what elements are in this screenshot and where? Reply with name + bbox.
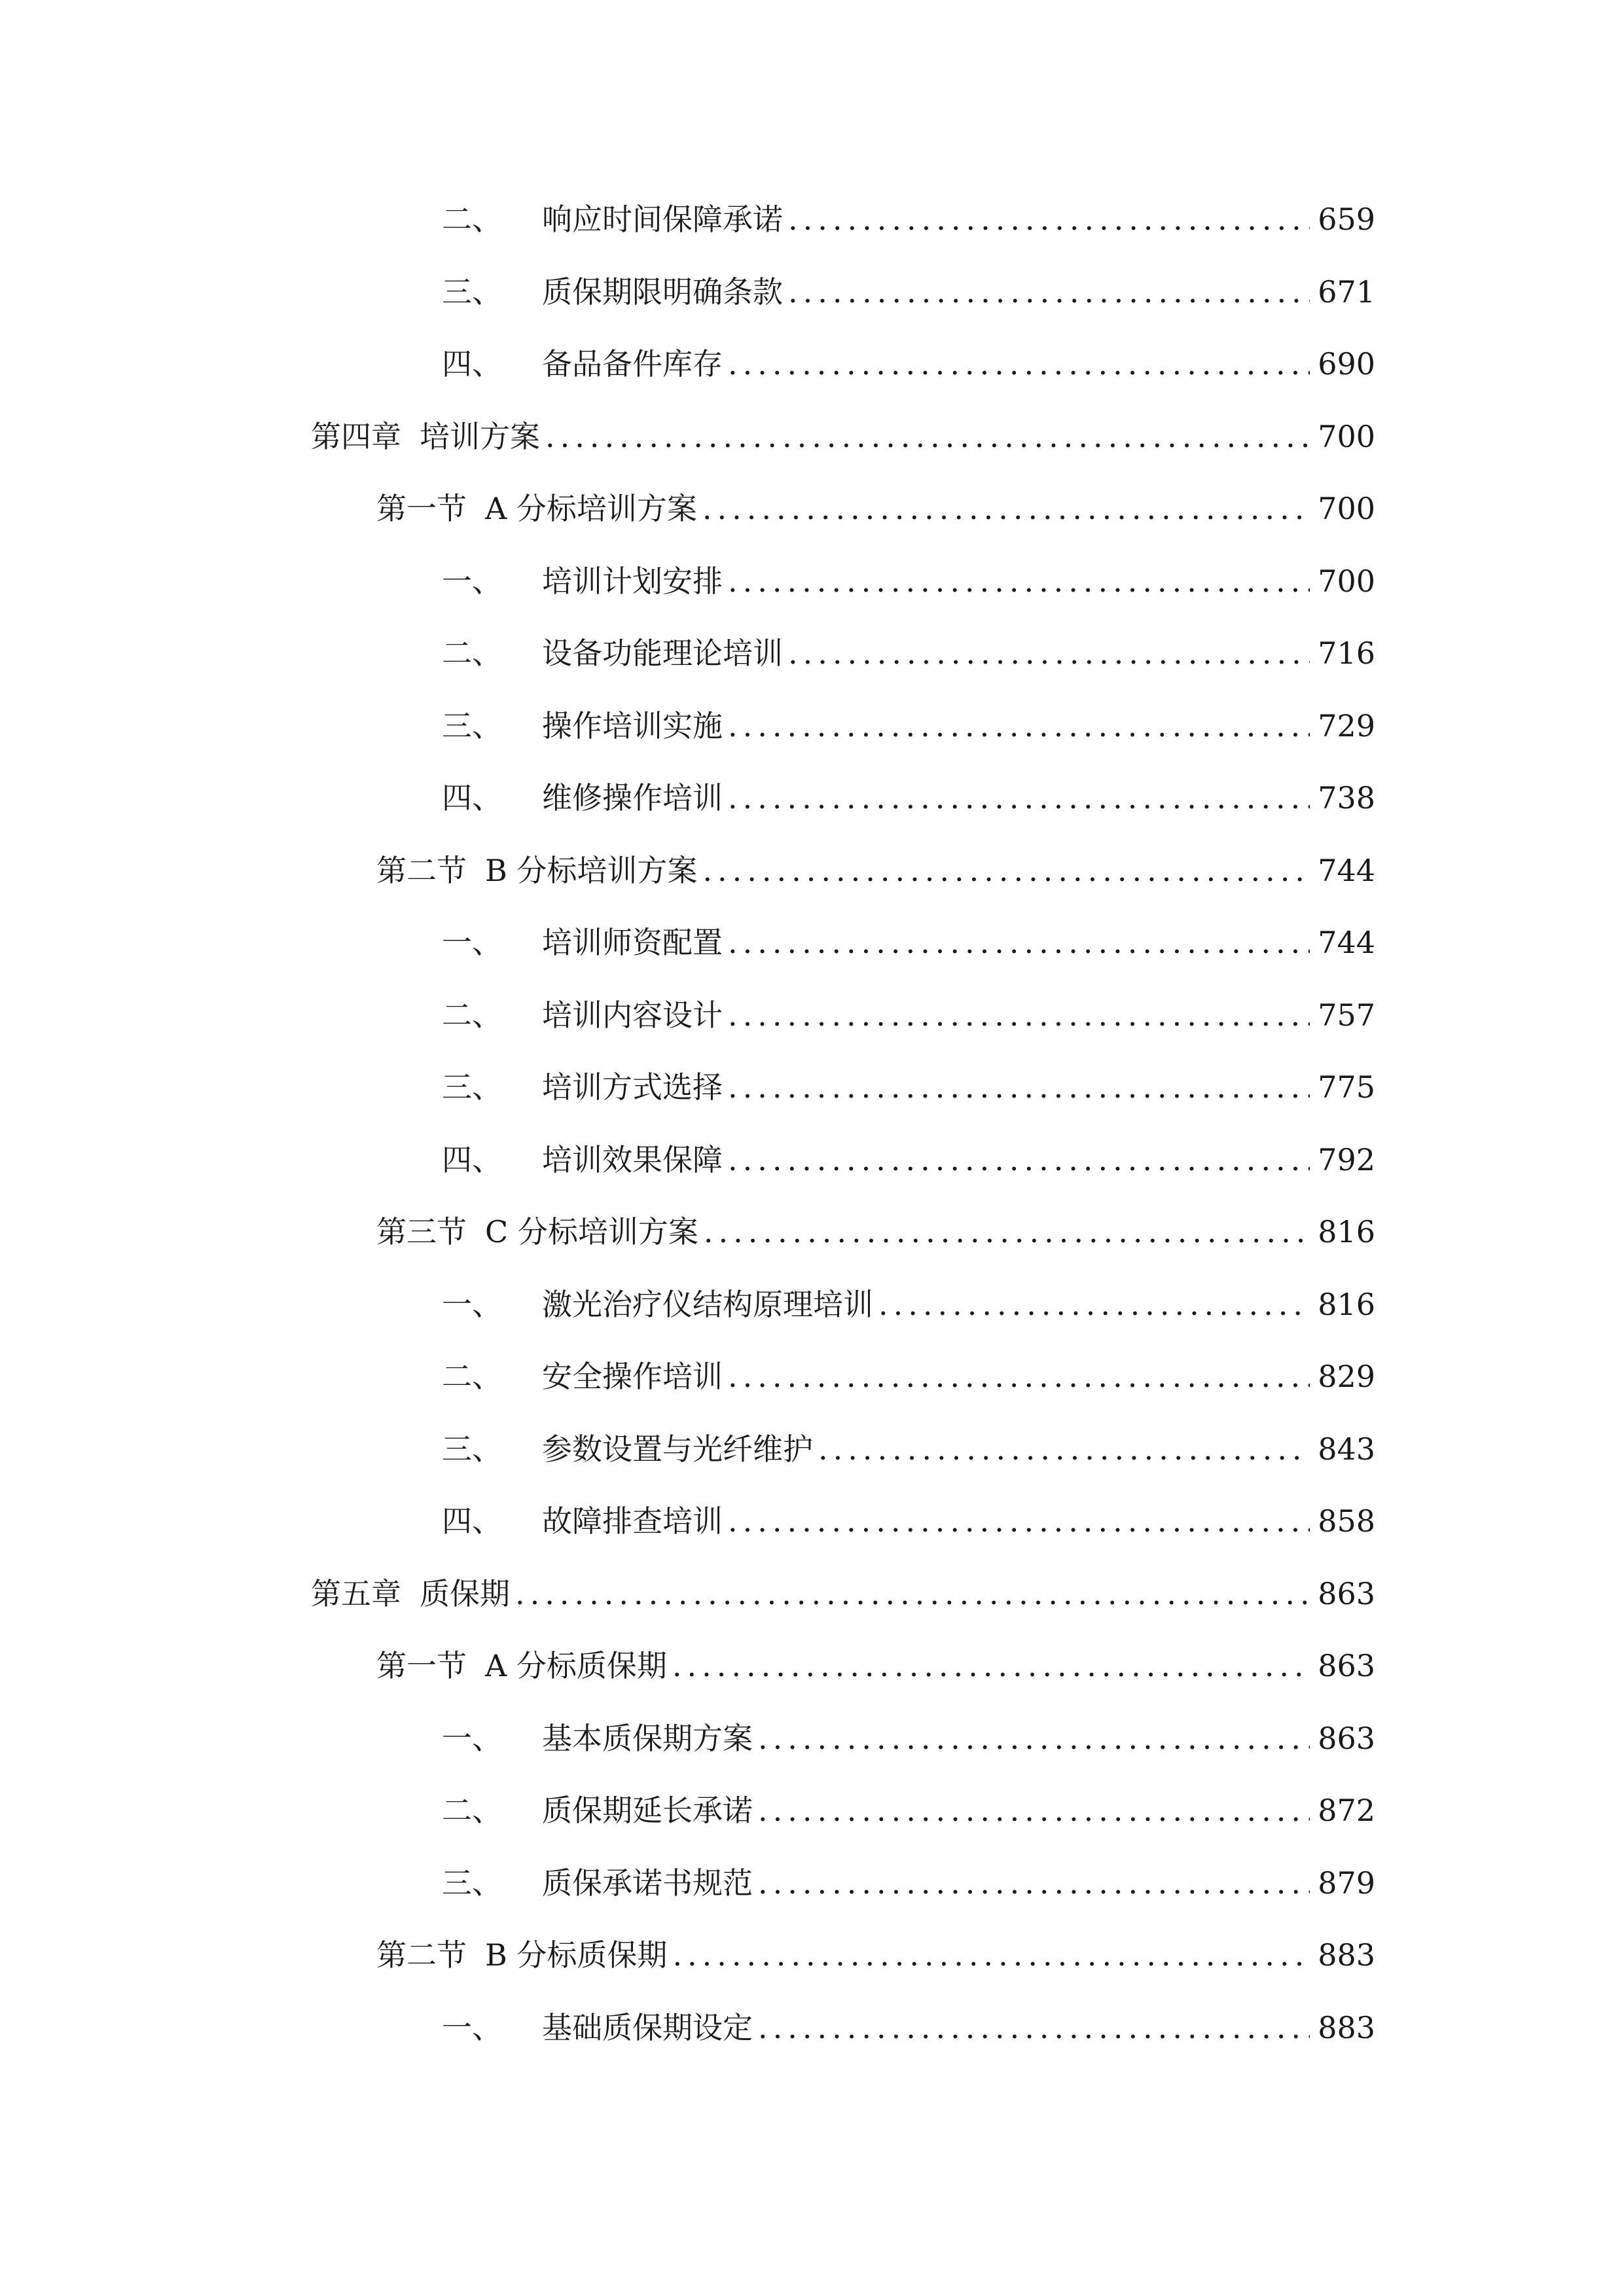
toc-dot-leader — [702, 848, 1310, 893]
toc-entry-title: 质保期 — [420, 1576, 510, 1611]
toc-entry-page-number: 671 — [1318, 274, 1375, 310]
toc-dot-leader — [818, 1426, 1310, 1472]
toc-entry-number: 三、 — [442, 274, 502, 310]
toc-entry-page-number: 816 — [1318, 1287, 1375, 1322]
toc-entry-title: 质保期限明确条款 — [542, 274, 783, 310]
toc-entry-title: 培训方式选择 — [542, 1069, 723, 1105]
toc-dot-leader — [728, 775, 1310, 821]
toc-entry-title: 故障排查培训 — [542, 1503, 723, 1539]
toc-entry-page-number: 738 — [1318, 780, 1375, 816]
toc-subsection-entry[interactable] — [442, 775, 1375, 821]
toc-entry-number: 一、 — [442, 1287, 502, 1322]
toc-dot-leader — [728, 558, 1310, 604]
toc-dot-leader — [758, 1860, 1310, 1906]
toc-entry-title: 培训内容设计 — [542, 997, 723, 1033]
toc-entry-number: 第五章 — [311, 1576, 401, 1611]
toc-section-entry[interactable] — [376, 486, 1375, 531]
toc-dot-leader — [672, 1643, 1310, 1689]
toc-entry-number: 二、 — [442, 1359, 502, 1394]
toc-entry-page-number: 700 — [1318, 419, 1375, 454]
toc-subsection-entry[interactable] — [442, 703, 1375, 749]
toc-dot-leader — [728, 992, 1310, 1038]
toc-dot-leader — [758, 2005, 1310, 2051]
toc-entry-page-number: 883 — [1318, 1937, 1375, 1973]
toc-subsection-entry[interactable] — [442, 1498, 1375, 1544]
toc-entry-page-number: 863 — [1318, 1648, 1375, 1683]
toc-dot-leader — [728, 703, 1310, 749]
toc-entry-title: 质保期延长承诺 — [542, 1793, 753, 1828]
toc-entry-number: 二、 — [442, 1793, 502, 1828]
toc-entry-number: 四、 — [442, 780, 502, 816]
toc-entry-page-number: 883 — [1318, 2010, 1375, 2045]
toc-entry-title: 参数设置与光纤维护 — [542, 1431, 813, 1467]
toc-entry-number: 一、 — [442, 1721, 502, 1756]
toc-entry-title: A 分标培训方案 — [485, 491, 697, 526]
toc-section-entry[interactable] — [376, 1643, 1375, 1689]
toc-subsection-entry[interactable] — [442, 1426, 1375, 1472]
toc-subsection-entry[interactable] — [442, 558, 1375, 604]
toc-entry-number: 二、 — [442, 997, 502, 1033]
toc-entry-title: 基本质保期方案 — [542, 1721, 753, 1756]
toc-subsection-entry[interactable] — [442, 920, 1375, 965]
toc-chapter-entry[interactable] — [311, 1571, 1375, 1617]
toc-entry-page-number: 858 — [1318, 1503, 1375, 1539]
toc-entry-page-number: 775 — [1318, 1069, 1375, 1105]
toc-entry-number: 一、 — [442, 925, 502, 960]
toc-entry-title: A 分标质保期 — [485, 1648, 667, 1683]
toc-subsection-entry[interactable] — [442, 1282, 1375, 1327]
toc-entry-number: 三、 — [442, 1431, 502, 1467]
toc-subsection-entry[interactable] — [442, 269, 1375, 315]
toc-dot-leader — [788, 196, 1310, 242]
toc-dot-leader — [704, 1209, 1310, 1255]
toc-entry-number: 四、 — [442, 1142, 502, 1177]
toc-entry-page-number: 792 — [1318, 1142, 1375, 1177]
toc-entry-title: 质保承诺书规范 — [542, 1865, 753, 1901]
toc-dot-leader — [672, 1932, 1310, 1978]
toc-dot-leader — [878, 1282, 1310, 1327]
toc-entry-number: 二、 — [442, 636, 502, 671]
toc-entry-page-number: 659 — [1318, 202, 1375, 237]
toc-entry-title: 设备功能理论培训 — [542, 636, 783, 671]
toc-entry-page-number: 729 — [1318, 708, 1375, 744]
toc-subsection-entry[interactable] — [442, 1064, 1375, 1110]
toc-entry-page-number: 700 — [1318, 491, 1375, 526]
toc-entry-page-number: 816 — [1318, 1214, 1375, 1249]
toc-subsection-entry[interactable] — [442, 992, 1375, 1038]
toc-entry-title: 基础质保期设定 — [542, 2010, 753, 2045]
toc-chapter-entry[interactable] — [311, 414, 1375, 459]
toc-subsection-entry[interactable] — [442, 1354, 1375, 1399]
toc-subsection-entry[interactable] — [442, 630, 1375, 676]
toc-subsection-entry[interactable] — [442, 1787, 1375, 1833]
toc-dot-leader — [758, 1715, 1310, 1761]
toc-entry-page-number: 716 — [1318, 636, 1375, 671]
toc-entry-title: 培训计划安排 — [542, 564, 723, 599]
toc-subsection-entry[interactable] — [442, 1137, 1375, 1183]
toc-entry-page-number: 843 — [1318, 1431, 1375, 1467]
toc-subsection-entry[interactable] — [442, 2005, 1375, 2051]
toc-dot-leader — [728, 1498, 1310, 1544]
toc-subsection-entry[interactable] — [442, 196, 1375, 242]
toc-dot-leader — [758, 1787, 1310, 1833]
toc-entry-page-number: 690 — [1318, 346, 1375, 382]
toc-entry-number: 第一节 — [376, 1648, 467, 1683]
toc-entry-title: 培训效果保障 — [542, 1142, 723, 1177]
toc-dot-leader — [728, 1064, 1310, 1110]
toc-entry-title: B 分标培训方案 — [485, 853, 698, 888]
toc-entry-number: 第二节 — [376, 853, 467, 888]
toc-entry-title: 操作培训实施 — [542, 708, 723, 744]
toc-subsection-entry[interactable] — [442, 1715, 1375, 1761]
toc-dot-leader — [728, 341, 1310, 387]
toc-dot-leader — [515, 1571, 1310, 1617]
toc-entry-title: 维修操作培训 — [542, 780, 723, 816]
toc-entry-page-number: 863 — [1318, 1576, 1375, 1611]
toc-entry-number: 第一节 — [376, 491, 467, 526]
toc-entry-page-number: 757 — [1318, 997, 1375, 1033]
toc-dot-leader — [788, 630, 1310, 676]
toc-entry-title: 培训方案 — [420, 419, 540, 454]
toc-entry-title: 安全操作培训 — [542, 1359, 723, 1394]
toc-entry-title: 激光治疗仪结构原理培训 — [542, 1287, 873, 1322]
toc-entry-number: 一、 — [442, 2010, 502, 2045]
toc-entry-title: 响应时间保障承诺 — [542, 202, 783, 237]
toc-subsection-entry[interactable] — [442, 1860, 1375, 1906]
toc-entry-title: B 分标质保期 — [485, 1937, 668, 1973]
toc-entry-page-number: 700 — [1318, 564, 1375, 599]
toc-entry-number: 第三节 — [376, 1214, 467, 1249]
toc-section-entry[interactable] — [376, 1932, 1375, 1978]
toc-entry-number: 三、 — [442, 708, 502, 744]
toc-entry-title: C 分标培训方案 — [485, 1214, 698, 1249]
toc-section-entry[interactable] — [376, 848, 1375, 893]
toc-entry-title: 备品备件库存 — [542, 346, 723, 382]
toc-entry-number: 三、 — [442, 1865, 502, 1901]
toc-entry-page-number: 863 — [1318, 1721, 1375, 1756]
toc-dot-leader — [788, 269, 1310, 315]
toc-entry-page-number: 744 — [1318, 925, 1375, 960]
toc-entry-page-number: 879 — [1318, 1865, 1375, 1901]
toc-dot-leader — [728, 1354, 1310, 1399]
toc-section-entry[interactable] — [376, 1209, 1375, 1255]
toc-entry-number: 四、 — [442, 1503, 502, 1539]
toc-dot-leader — [702, 486, 1310, 531]
toc-entry-page-number: 829 — [1318, 1359, 1375, 1394]
toc-entry-title: 培训师资配置 — [542, 925, 723, 960]
toc-entry-page-number: 744 — [1318, 853, 1375, 888]
toc-dot-leader — [728, 920, 1310, 965]
toc-entry-number: 第二节 — [376, 1937, 467, 1973]
toc-dot-leader — [728, 1137, 1310, 1183]
toc-entry-number: 一、 — [442, 564, 502, 599]
toc-subsection-entry[interactable] — [442, 341, 1375, 387]
toc-entry-number: 二、 — [442, 202, 502, 237]
toc-dot-leader — [545, 414, 1310, 459]
toc-entry-number: 第四章 — [311, 419, 401, 454]
toc-entry-page-number: 872 — [1318, 1793, 1375, 1828]
toc-entry-number: 三、 — [442, 1069, 502, 1105]
toc-entry-number: 四、 — [442, 346, 502, 382]
